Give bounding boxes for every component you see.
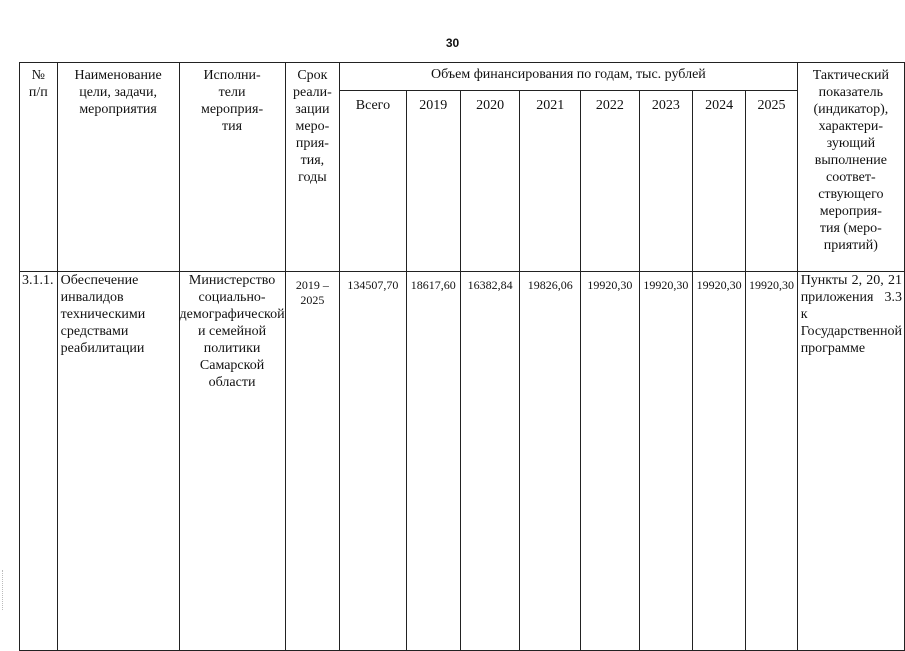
funding-table bbox=[19, 62, 905, 651]
header-executor: Исполни- тели мероприя- тия bbox=[179, 63, 285, 272]
header-term: Срок реали- зации меро- прия- тия, годы bbox=[285, 63, 340, 272]
header-year: 2020 bbox=[460, 91, 520, 272]
header-year: 2023 bbox=[639, 91, 692, 272]
row-total: 134507,70 bbox=[340, 272, 407, 651]
row-year-value: 19826,06 bbox=[520, 272, 581, 651]
row-year-value: 19920,30 bbox=[581, 272, 640, 651]
row-measure-name: Обеспечение инвалидов техническими средствами реабилитации bbox=[57, 272, 179, 651]
header-year: 2021 bbox=[520, 91, 581, 272]
header-year: 2024 bbox=[692, 91, 745, 272]
header-row-1 bbox=[20, 63, 905, 91]
header-funding: Объем финансирования по годам, тыс. рублей bbox=[340, 63, 798, 91]
row-year-value: 18617,60 bbox=[406, 272, 460, 651]
header-year: 2019 bbox=[406, 91, 460, 272]
page-number: 30 bbox=[445, 36, 460, 50]
row-year-value: 19920,30 bbox=[692, 272, 745, 651]
row-year-value: 19920,30 bbox=[746, 272, 797, 651]
header-year: 2022 bbox=[581, 91, 640, 272]
header-year: 2025 bbox=[746, 91, 797, 272]
header-indicator: Тактический показатель (индикатор), характери- зующий выполнение соответ- ствующего мероприя- тия (меро- приятий) bbox=[797, 63, 904, 272]
row-term: 2019 – 2025 bbox=[285, 272, 340, 651]
row-executor: Министерство социально-демографической и семейной политики Самарской области bbox=[179, 272, 285, 651]
row-year-value: 16382,84 bbox=[460, 272, 520, 651]
row-indicator: Пункты 2, 20, 21 приложения 3.3 к Государственной программе bbox=[797, 272, 904, 651]
table-row bbox=[20, 272, 905, 651]
header-num: № п/п bbox=[20, 63, 58, 272]
header-total: Всего bbox=[340, 91, 407, 272]
row-year-value: 19920,30 bbox=[639, 272, 692, 651]
scan-artifact bbox=[2, 570, 13, 610]
row-number: 3.1.1. bbox=[20, 272, 58, 651]
header-name: Наименование цели, задачи, мероприятия bbox=[57, 63, 179, 272]
